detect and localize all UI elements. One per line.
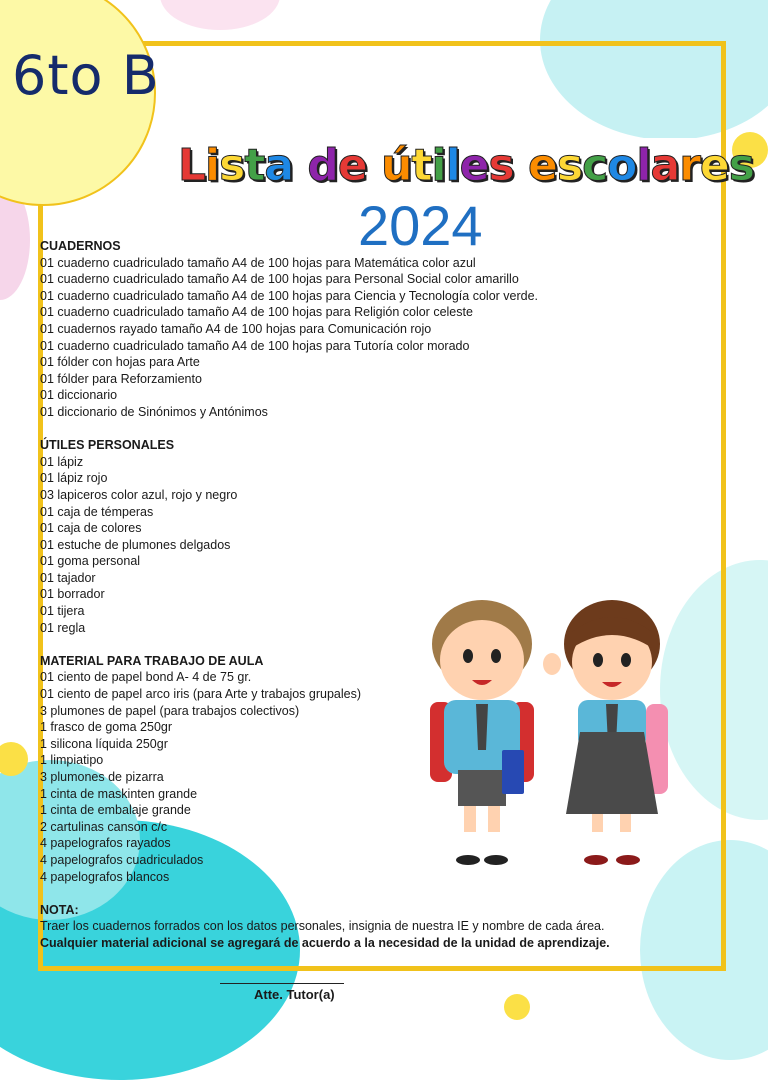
list-item: 01 diccionario de Sinónimos y Antónimos: [40, 404, 268, 419]
list-item: 1 frasco de goma 250gr: [40, 720, 173, 735]
title-letter: [514, 140, 528, 191]
title-letter: d: [307, 140, 338, 191]
list-item: 01 tijera: [40, 604, 85, 619]
list-item: 01 cuaderno cuadriculado tamaño A4 de 100 hojas para Tutoría color morado: [40, 338, 470, 353]
title-letter: e: [459, 140, 489, 191]
list-item: 01 lápiz rojo: [40, 471, 108, 486]
list-item: 1 cinta de embalaje grande: [40, 803, 191, 818]
girl-figure: [543, 600, 668, 865]
title-letter: r: [679, 140, 700, 191]
list-item: 01 caja de colores: [40, 521, 142, 536]
title-letter: o: [607, 140, 637, 191]
title-letter: a: [650, 140, 680, 191]
pink-blob-top: [160, 0, 280, 30]
list-item: 01 cuaderno cuadriculado tamaño A4 de 100 hojas para Ciencia y Tecnología color verde.: [40, 288, 539, 303]
list-item: 01 goma personal: [40, 554, 141, 569]
list-item: 1 limpiatipo: [40, 753, 104, 768]
list-item: 1 cinta de maskinten grande: [40, 786, 198, 801]
title-letter: i: [205, 140, 220, 191]
list-item: 01 cuaderno cuadriculado tamaño A4 de 100 hojas para Religión color celeste: [40, 305, 473, 320]
note-text: Traer los cuadernos forrados con los datos personales, insignia de nuestra IE y nombre de cada área.: [40, 919, 605, 934]
note-title: NOTA:: [40, 902, 79, 917]
list-item: 01 ciento de papel arco iris (para Arte y trabajos grupales): [40, 687, 362, 702]
signature-line: [220, 983, 344, 984]
list-item: 01 ciento de papel bond A- 4 de 75 gr.: [40, 670, 252, 685]
list-item: 01 fólder con hojas para Arte: [40, 355, 200, 370]
list-item: 01 borrador: [40, 587, 105, 602]
title-letter: t: [411, 140, 432, 191]
list-item: 01 caja de témperas: [40, 504, 154, 519]
title-letter: [293, 140, 307, 191]
section-cuadernos: [40, 238, 700, 421]
section-title: CUADERNOS: [40, 239, 121, 253]
signature-label: Atte. Tutor(a): [254, 987, 335, 1002]
grade-label: 6to B: [12, 44, 160, 107]
list-item: 4 papelografos blancos: [40, 869, 170, 884]
title-letter: ú: [381, 140, 412, 191]
note-section: [40, 902, 700, 952]
title-letter: l: [636, 140, 651, 191]
title-letter: s: [556, 140, 583, 191]
list-item: 01 tajador: [40, 570, 96, 585]
list-item: 4 papelografos rayados: [40, 836, 171, 851]
title-letter: L: [178, 140, 206, 191]
list-item: 01 cuaderno cuadriculado tamaño A4 de 100 hojas para Personal Social color amarillo: [40, 272, 519, 287]
list-item: 3 plumones de papel (para trabajos colectivos): [40, 703, 300, 718]
list-item: 1 silicona líquida 250gr: [40, 736, 168, 751]
students-illustration: [420, 592, 680, 882]
title-letter: c: [582, 140, 608, 191]
title-letter: l: [445, 140, 460, 191]
list-item: 01 estuche de plumones delgados: [40, 537, 231, 552]
year-label: 2024: [358, 194, 483, 257]
list-item: 01 cuaderno cuadriculado tamaño A4 de 100 hojas para Matemática color azul: [40, 255, 476, 270]
title-banner: [178, 138, 754, 194]
title-letter: i: [431, 140, 446, 191]
note-emphasis: Cualquier material adicional se agregará de acuerdo a la necesidad de la unidad de aprendizaje.: [40, 935, 610, 950]
title-letter: e: [699, 140, 729, 191]
title-letter: [367, 140, 381, 191]
list-item: 01 lápiz: [40, 454, 84, 469]
title-letter: t: [244, 140, 265, 191]
list-item: 2 cartulinas canson c/c: [40, 819, 168, 834]
title-letter: a: [264, 140, 294, 191]
title-letter: s: [728, 140, 754, 191]
list-item: 01 diccionario: [40, 388, 118, 403]
title-letter: e: [337, 140, 367, 191]
section-title: MATERIAL PARA TRABAJO DE AULA: [40, 653, 264, 668]
title-letter: s: [219, 140, 245, 191]
section-title: ÚTILES PERSONALES: [40, 438, 175, 453]
list-item: 01 cuadernos rayado tamaño A4 de 100 hojas para Comunicación rojo: [40, 321, 432, 336]
title-letter: e: [528, 140, 557, 191]
yellow-dot-bottom: [504, 994, 530, 1020]
list-item: 01 fólder para Reforzamiento: [40, 371, 202, 386]
list-item: 3 plumones de pizarra: [40, 770, 164, 784]
title-letter: s: [488, 140, 514, 191]
boy-figure: [430, 600, 534, 865]
list-item: 4 papelografos cuadriculados: [40, 852, 204, 867]
list-item: 01 regla: [40, 620, 86, 635]
list-item: 03 lapiceros color azul, rojo y negro: [40, 487, 238, 502]
